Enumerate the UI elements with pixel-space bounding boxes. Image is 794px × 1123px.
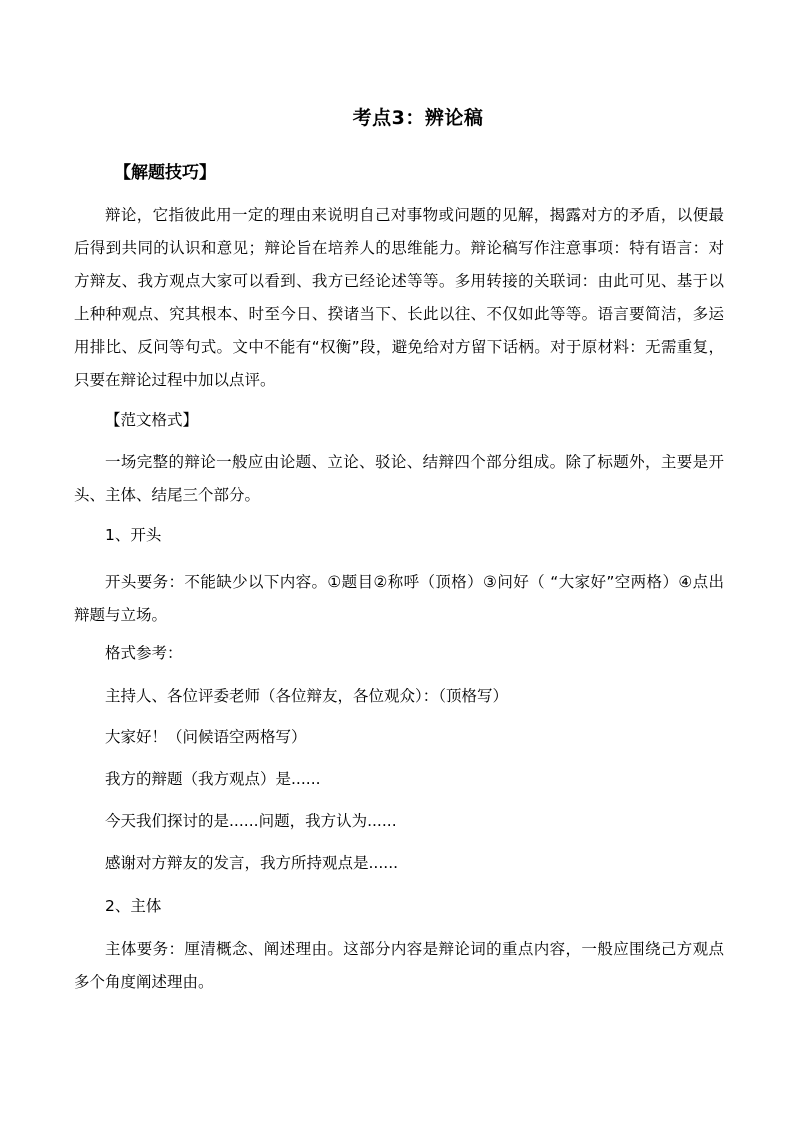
section-heading-model-format: 【范文格式】 [105,411,199,429]
format-line-topic: 我方的辩题（我方观点）是...... [105,770,321,788]
format-line-greeting: 大家好！（问候语空两格写） [105,728,307,746]
format-reference-label: 格式参考： [105,644,183,662]
subheading-body: 2、主体 [105,897,162,915]
paragraph-debate-definition: 辩论，它指彼此用一定的理由来说明自己对事物或问题的见解，揭露对方的矛盾，以便最后得到共同的认识和意见；辩论旨在培养人的思维能力。辩论稿写作注意事项：特有语言：对方辩友、我方观点大家可以看到、我方已经论述等等。多用转接的关联词：由此可见、基于以上种种观点、究其根本、时至今日、揆诸当下、长此以往、不仅如此等等。语言要简洁，多运用排比、反问等句式。文中不能有“权衡”段，避免给对方留下话柄。对于原材料：无需重复，只要在辩论过程中加以点评。 [74,206,724,389]
subheading-opening: 1、开头 [105,526,162,544]
format-line-discussion: 今天我们探讨的是......问题，我方认为...... [105,812,397,830]
paragraph-debate-structure: 一场完整的辩论一般应由论题、立论、驳论、结辩四个部分组成。除了标题外，主要是开头、主体、结尾三个部分。 [74,453,724,504]
format-line-host-address: 主持人、各位评委老师（各位辩友，各位观众）：（顶格写） [105,687,509,705]
page-title: 考点3：辨论稿 [352,107,484,129]
format-line-thanks: 感谢对方辩友的发言，我方所持观点是...... [105,854,399,872]
paragraph-opening-requirements: 开头要务：不能缺少以下内容。①题目②称呼（顶格）③问好（ “大家好”空两格）④点出辩题与立场。 [74,573,724,624]
section-heading-problem-solving-tips: 【解题技巧】 [114,163,216,183]
paragraph-body-requirements: 主体要务：厘清概念、阐述理由。这部分内容是辩论词的重点内容，一般应围绕己方观点多个角度阐述理由。 [74,940,724,991]
